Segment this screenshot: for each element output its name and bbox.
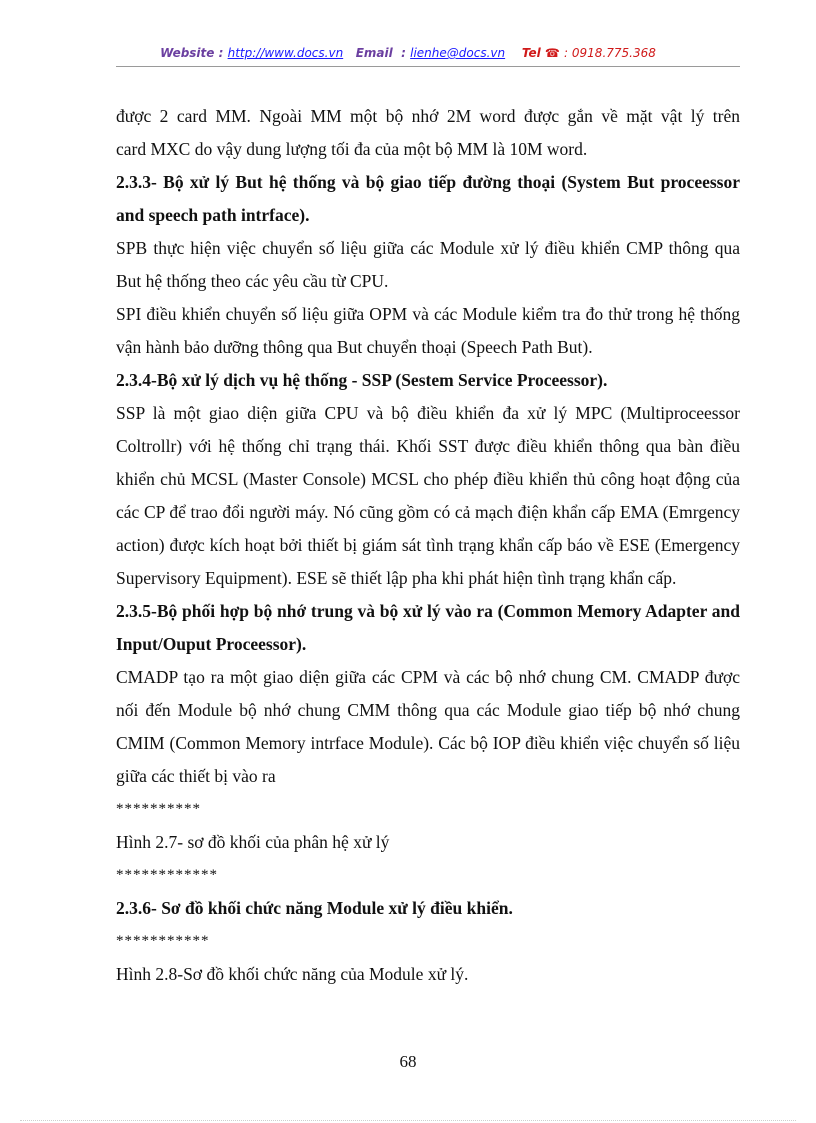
tel-label: Tel	[521, 46, 541, 60]
footer-divider	[20, 1120, 796, 1121]
paragraph-spb: SPB thực hiện việc chuyển số liệu giữa các Module xử lý điều khiển CMP thông qua But hệ thống theo các yêu cầu từ CPU.	[116, 238, 740, 291]
paragraph-line: được 2 card MM. Ngoài MM một bộ nhớ 2M word được gắn về mặt vật lý trên	[116, 106, 740, 126]
website-label: Website :	[160, 46, 224, 60]
header-divider	[116, 66, 740, 67]
section-heading-2-3-3: 2.3.3- Bộ xử lý But hệ thống và bộ giao tiếp đường thoại (System But proceessor and speech path intrface).	[116, 172, 740, 225]
tel-value: : 0918.775.368	[564, 46, 656, 60]
email-label: Email	[355, 46, 393, 60]
document-body	[116, 100, 740, 991]
page-number: 68	[399, 1052, 417, 1071]
section-heading-2-3-6: 2.3.6- Sơ đồ khối chức năng Module xử lý điều khiển.	[116, 898, 513, 918]
website-link[interactable]: http://www.docs.vn	[227, 46, 344, 60]
figure-placeholder: ************	[116, 867, 218, 883]
figure-caption-2-7: Hình 2.7- sơ đồ khối của phân hệ xử lý	[116, 832, 390, 852]
phone-icon: ☎	[544, 46, 560, 60]
email-separator: :	[401, 46, 406, 60]
paragraph-ssp: SSP là một giao diện giữa CPU và bộ điều khiển đa xử lý MPC (Multiproceessor Coltrollr) với hệ thống chỉ trạng thái. Khối SST được điều khiển thông qua bàn điều khiển chủ MCSL (Master Console) MCSL cho phép điều khiển thủ công hoạt động của các CP để trao đổi người máy. Nó cũng gồm có cả mạch điện khẩn cấp EMA (Emrgency action) được kích hoạt bởi thiết bị giám sát tình trạng khẩn cấp báo về ESE (Emergency Supervisory Equipment). ESE sẽ thiết lập pha khi phát hiện tình trạng khẩn cấp.	[116, 403, 740, 588]
section-heading-2-3-4: 2.3.4-Bộ xử lý dịch vụ hệ thống - SSP (Sestem Service Proceessor).	[116, 370, 608, 390]
page-header	[0, 46, 816, 60]
paragraph-line: card MXC do vậy dung lượng tối đa của một bộ MM là 10M word.	[116, 139, 588, 159]
figure-placeholder: **********	[116, 801, 201, 817]
paragraph-spi: SPI điều khiển chuyển số liệu giữa OPM và các Module kiểm tra đo thử trong hệ thống vận hành bảo dưỡng thông qua But chuyển thoại (Speech Path But).	[116, 304, 740, 357]
email-link[interactable]: lienhe@docs.vn	[410, 46, 506, 60]
section-heading-2-3-5: 2.3.5-Bộ phối hợp bộ nhớ trung và bộ xử lý vào ra (Common Memory Adapter and Input/Ouput Proceessor).	[116, 601, 740, 654]
paragraph-cmadp: CMADP tạo ra một giao diện giữa các CPM và các bộ nhớ chung CM. CMADP được nối đến Module bộ nhớ chung CMM thông qua các Module giao tiếp bộ nhớ chung CMIM (Common Memory intrface Module). Các bộ IOP điều khiển việc chuyển số liệu giữa các thiết bị vào ra	[116, 667, 740, 786]
figure-placeholder: ***********	[116, 933, 210, 949]
figure-caption-2-8: Hình 2.8-Sơ đồ khối chức năng của Module xử lý.	[116, 964, 469, 984]
